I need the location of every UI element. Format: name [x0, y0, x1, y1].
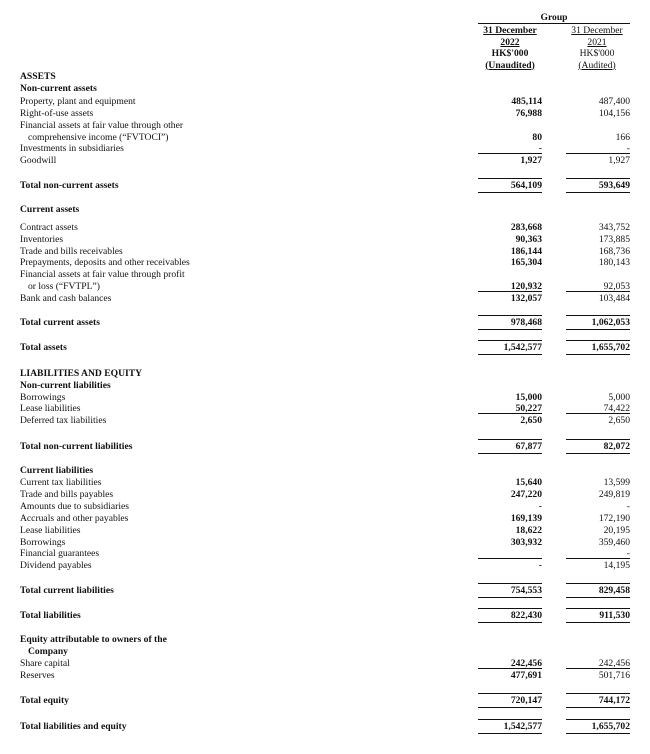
row-label: Investments in subsidiaries — [20, 143, 124, 154]
value-2022: 132,057 — [510, 293, 542, 304]
value-2021: 20,195 — [603, 525, 630, 536]
row-label: Financial assets at fair value through profit — [20, 269, 185, 280]
total-rule-2022 — [478, 192, 542, 193]
value-2021: 173,885 — [598, 234, 630, 245]
value-2021: - — [626, 501, 630, 512]
value-2022: 477,691 — [510, 670, 542, 681]
row-label: comprehensive income (“FVTOCI”) — [28, 132, 169, 143]
value-2021: 103,484 — [598, 293, 630, 304]
value-2021: 1,927 — [608, 155, 630, 166]
value-2022: 978,468 — [510, 317, 542, 328]
value-2022: 247,220 — [510, 489, 542, 500]
value-2021: 829,458 — [598, 585, 630, 596]
subtotal-rule-2021 — [566, 178, 630, 179]
row-label: Company — [28, 646, 68, 657]
value-2021: - — [626, 548, 630, 559]
row-label: Goodwill — [20, 155, 57, 166]
value-2022: 485,114 — [511, 96, 542, 107]
row-label: Prepayments, deposits and other receivables — [20, 257, 190, 268]
value-2021: 168,736 — [598, 246, 630, 257]
col2-year: 2021 — [587, 36, 607, 48]
value-2021: 593,649 — [598, 180, 630, 191]
column-header-2021 — [564, 25, 630, 71]
subtotal-rule-2021 — [566, 315, 630, 316]
col2-date: 31 December — [571, 25, 623, 36]
value-2021: 166 — [615, 132, 630, 143]
value-2022: 303,932 — [510, 537, 542, 548]
subtotal-rule-2022 — [478, 693, 542, 694]
row-label: Trade and bills payables — [20, 489, 114, 500]
value-2021: 13,599 — [603, 477, 630, 488]
row-label: Share capital — [20, 658, 70, 669]
row-label: Current liabilities — [20, 465, 94, 476]
col1-status: (Unaudited) — [485, 59, 535, 71]
row-label: Total current assets — [20, 317, 100, 328]
col1-year: 2022 — [500, 36, 520, 48]
row-label: Bank and cash balances — [20, 293, 112, 304]
value-2022: 754,553 — [510, 585, 542, 596]
value-2021: 1,655,702 — [591, 721, 630, 732]
subtotal-rule-2022 — [478, 315, 542, 316]
value-2022: 720,147 — [510, 695, 542, 706]
subtotal-rule-2022 — [478, 439, 542, 440]
value-2022: - — [538, 560, 542, 571]
subtotal-rule-2021 — [566, 558, 630, 559]
subtotal-rule-2021 — [566, 413, 630, 414]
value-2021: 911,530 — [599, 610, 630, 621]
value-2021: 343,752 — [598, 222, 630, 233]
value-2021: 1,655,702 — [591, 342, 630, 353]
subtotal-rule-2022 — [478, 291, 542, 292]
value-2022: 15,640 — [515, 477, 542, 488]
total-rule-2021 — [566, 707, 630, 708]
row-label: LIABILITIES AND EQUITY — [20, 368, 143, 379]
value-2022: 283,668 — [510, 222, 542, 233]
row-label: Contract assets — [20, 222, 78, 233]
value-2021: 487,400 — [598, 96, 630, 107]
total-rule-2021 — [566, 329, 630, 330]
row-label: Equity attributable to owners of the — [20, 634, 167, 645]
value-2022: 165,304 — [510, 257, 542, 268]
column-header-2022 — [478, 25, 542, 71]
total-rule-2022 — [478, 354, 542, 355]
value-2021: - — [626, 143, 630, 154]
row-label: Total assets — [20, 342, 67, 353]
total-rule-2022 — [478, 329, 542, 330]
row-label: Reserves — [20, 670, 55, 681]
row-label: Lease liabilities — [20, 525, 81, 536]
row-label: Inventories — [20, 234, 64, 245]
total-rule-2022 — [478, 733, 542, 734]
subtotal-rule-2022 — [478, 719, 542, 720]
value-2022: 242,456 — [510, 658, 542, 669]
row-label: Current assets — [20, 204, 80, 215]
col1-unit: HK$'000 — [491, 48, 529, 59]
total-rule-2022 — [478, 453, 542, 454]
subtotal-rule-2021 — [566, 668, 630, 669]
value-2021: 74,422 — [603, 403, 630, 414]
value-2021: 1,062,053 — [591, 317, 630, 328]
row-label: Borrowings — [20, 392, 66, 403]
value-2022: 18,622 — [515, 525, 542, 536]
total-rule-2021 — [566, 453, 630, 454]
value-2021: 359,460 — [598, 537, 630, 548]
value-2022: 1,542,577 — [503, 721, 542, 732]
total-rule-2021 — [566, 354, 630, 355]
value-2022: 15,000 — [515, 392, 542, 403]
value-2021: 242,456 — [598, 658, 630, 669]
value-2021: 5,000 — [608, 392, 630, 403]
subtotal-rule-2021 — [566, 583, 630, 584]
row-label: Borrowings — [20, 537, 66, 548]
subtotal-rule-2022 — [478, 413, 542, 414]
value-2021: 92,053 — [603, 281, 630, 292]
row-label: Financial guarantees — [20, 548, 100, 559]
value-2021: 14,195 — [603, 560, 630, 571]
value-2021: 249,819 — [598, 489, 630, 500]
group-heading: Group — [540, 12, 568, 23]
col1-date: 31 December — [483, 25, 537, 36]
subtotal-rule-2021 — [566, 608, 630, 609]
row-label: or loss (“FVTPL”) — [28, 281, 100, 292]
row-label: Deferred tax liabilities — [20, 415, 107, 426]
col2-status: (Audited) — [578, 59, 616, 71]
total-rule-2022 — [478, 622, 542, 623]
subtotal-rule-2021 — [566, 693, 630, 694]
value-2022: 1,927 — [520, 155, 542, 166]
row-label: Financial assets at fair value through other — [20, 120, 184, 131]
value-2022: 120,932 — [510, 281, 542, 292]
value-2022: 50,227 — [515, 403, 542, 414]
row-label: Property, plant and equipment — [20, 96, 136, 107]
value-2022: 822,430 — [510, 610, 542, 621]
total-rule-2021 — [566, 597, 630, 598]
row-label: Total non-current liabilities — [20, 441, 133, 452]
value-2022: 1,542,577 — [503, 342, 542, 353]
row-label: Accruals and other payables — [20, 513, 129, 524]
group-rule — [478, 23, 630, 24]
total-rule-2021 — [566, 192, 630, 193]
value-2021: 82,072 — [603, 441, 630, 452]
row-label: Trade and bills receivables — [20, 246, 123, 257]
value-2021: 180,143 — [598, 257, 630, 268]
row-label: Total non-current assets — [20, 180, 119, 191]
subtotal-rule-2022 — [478, 608, 542, 609]
subtotal-rule-2022 — [478, 558, 542, 559]
value-2022: - — [538, 143, 542, 154]
value-2021: 2,650 — [608, 415, 630, 426]
value-2021: 501,716 — [598, 670, 630, 681]
row-label: Total equity — [20, 695, 69, 706]
subtotal-rule-2021 — [566, 291, 630, 292]
value-2022: 80 — [532, 132, 542, 143]
value-2022: 169,139 — [510, 513, 542, 524]
total-rule-2022 — [478, 707, 542, 708]
total-rule-2022 — [478, 597, 542, 598]
row-label: Dividend payables — [20, 560, 92, 571]
col2-unit: HK$'000 — [579, 48, 615, 59]
total-rule-2021 — [566, 622, 630, 623]
subtotal-rule-2022 — [478, 583, 542, 584]
row-label: ASSETS — [20, 71, 56, 82]
subtotal-rule-2021 — [566, 153, 630, 154]
value-2022: 76,988 — [515, 108, 542, 119]
row-label: Total liabilities — [20, 610, 81, 621]
subtotal-rule-2021 — [566, 340, 630, 341]
value-2022: 90,363 — [515, 234, 542, 245]
row-label: Lease liabilities — [20, 403, 81, 414]
value-2022: 67,877 — [515, 441, 542, 452]
subtotal-rule-2021 — [566, 439, 630, 440]
row-label: Non-current assets — [20, 83, 97, 94]
subtotal-rule-2022 — [478, 340, 542, 341]
subtotal-rule-2022 — [478, 153, 542, 154]
row-label: Total current liabilities — [20, 585, 114, 596]
row-label: Right-of-use assets — [20, 108, 94, 119]
total-rule-2021 — [566, 733, 630, 734]
row-label: Current tax liabilities — [20, 477, 102, 488]
row-label: Amounts due to subsidiaries — [20, 501, 129, 512]
value-2021: 172,190 — [598, 513, 630, 524]
value-2022: 2,650 — [520, 415, 542, 426]
subtotal-rule-2022 — [478, 178, 542, 179]
subtotal-rule-2021 — [566, 719, 630, 720]
value-2022: 186,144 — [510, 246, 542, 257]
value-2022: 564,109 — [510, 180, 542, 191]
value-2022: - — [538, 501, 542, 512]
value-2021: 744,172 — [598, 695, 630, 706]
value-2021: 104,156 — [598, 108, 630, 119]
row-label: Non-current liabilities — [20, 380, 111, 391]
row-label: Total liabilities and equity — [20, 721, 127, 732]
subtotal-rule-2022 — [478, 668, 542, 669]
